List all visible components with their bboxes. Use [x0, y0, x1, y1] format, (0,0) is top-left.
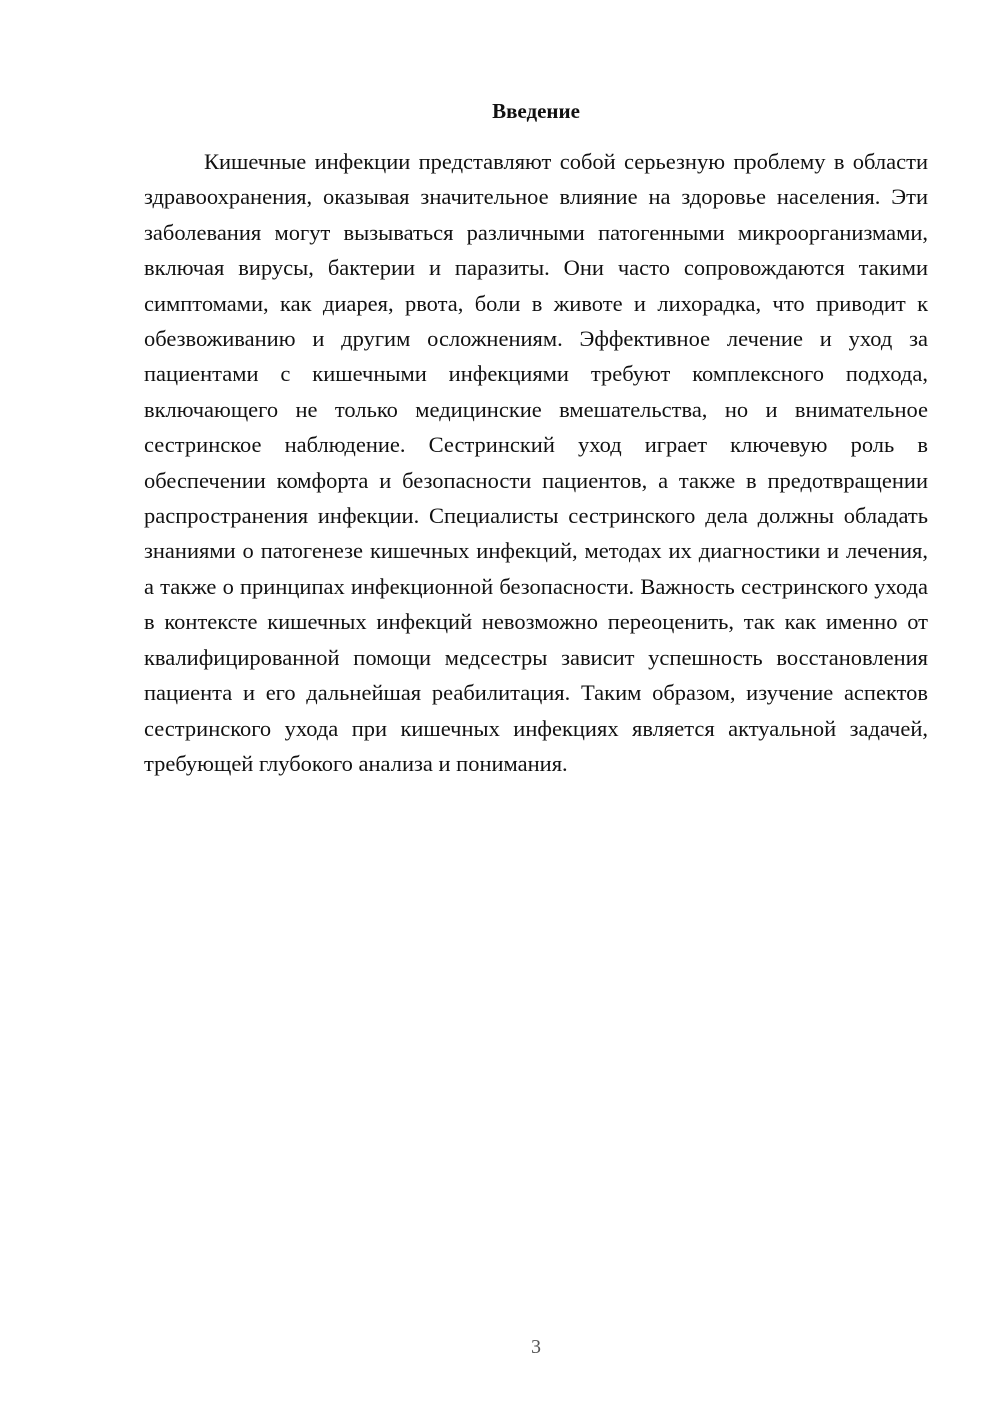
page-number: 3: [531, 1336, 541, 1358]
body-paragraph: Кишечные инфекции представляют собой серьезную проблему в области здравоохранения, оказывая значительное влияние на здоровье населения. Эти заболевания могут вызываться различными патогенными микроорганизмами, включая вирусы, бактерии и паразиты. Они часто сопровождаются такими симптомами, как диарея, рвота, боли в животе и лихорадка, что приводит к обезвоживанию и другим осложнениям. Эффективное лечение и уход за пациентами с кишечными инфекциями требуют комплексного подхода, включающего не только медицинские вмешательства, но и внимательное сестринское наблюдение. Сестринский уход играет ключевую роль в обеспечении комфорта и безопасности пациентов, а также в предотвращении распространения инфекции. Специалисты сестринского дела должны обладать знаниями о патогенезе кишечных инфекций, методах их диагностики и лечения, а также о принципах инфекционной безопасности. Важность сестринского ухода в контексте кишечных инфекций невозможно переоценить, так как именно от квалифицированной помощи медсестры зависит успешность восстановления пациента и его дальнейшая реабилитация. Таким образом, изучение аспектов сестринского ухода при кишечных инфекциях является актуальной задачей, требующей глубокого анализа и понимания.: [144, 149, 928, 776]
section-heading: Введение: [492, 99, 580, 123]
